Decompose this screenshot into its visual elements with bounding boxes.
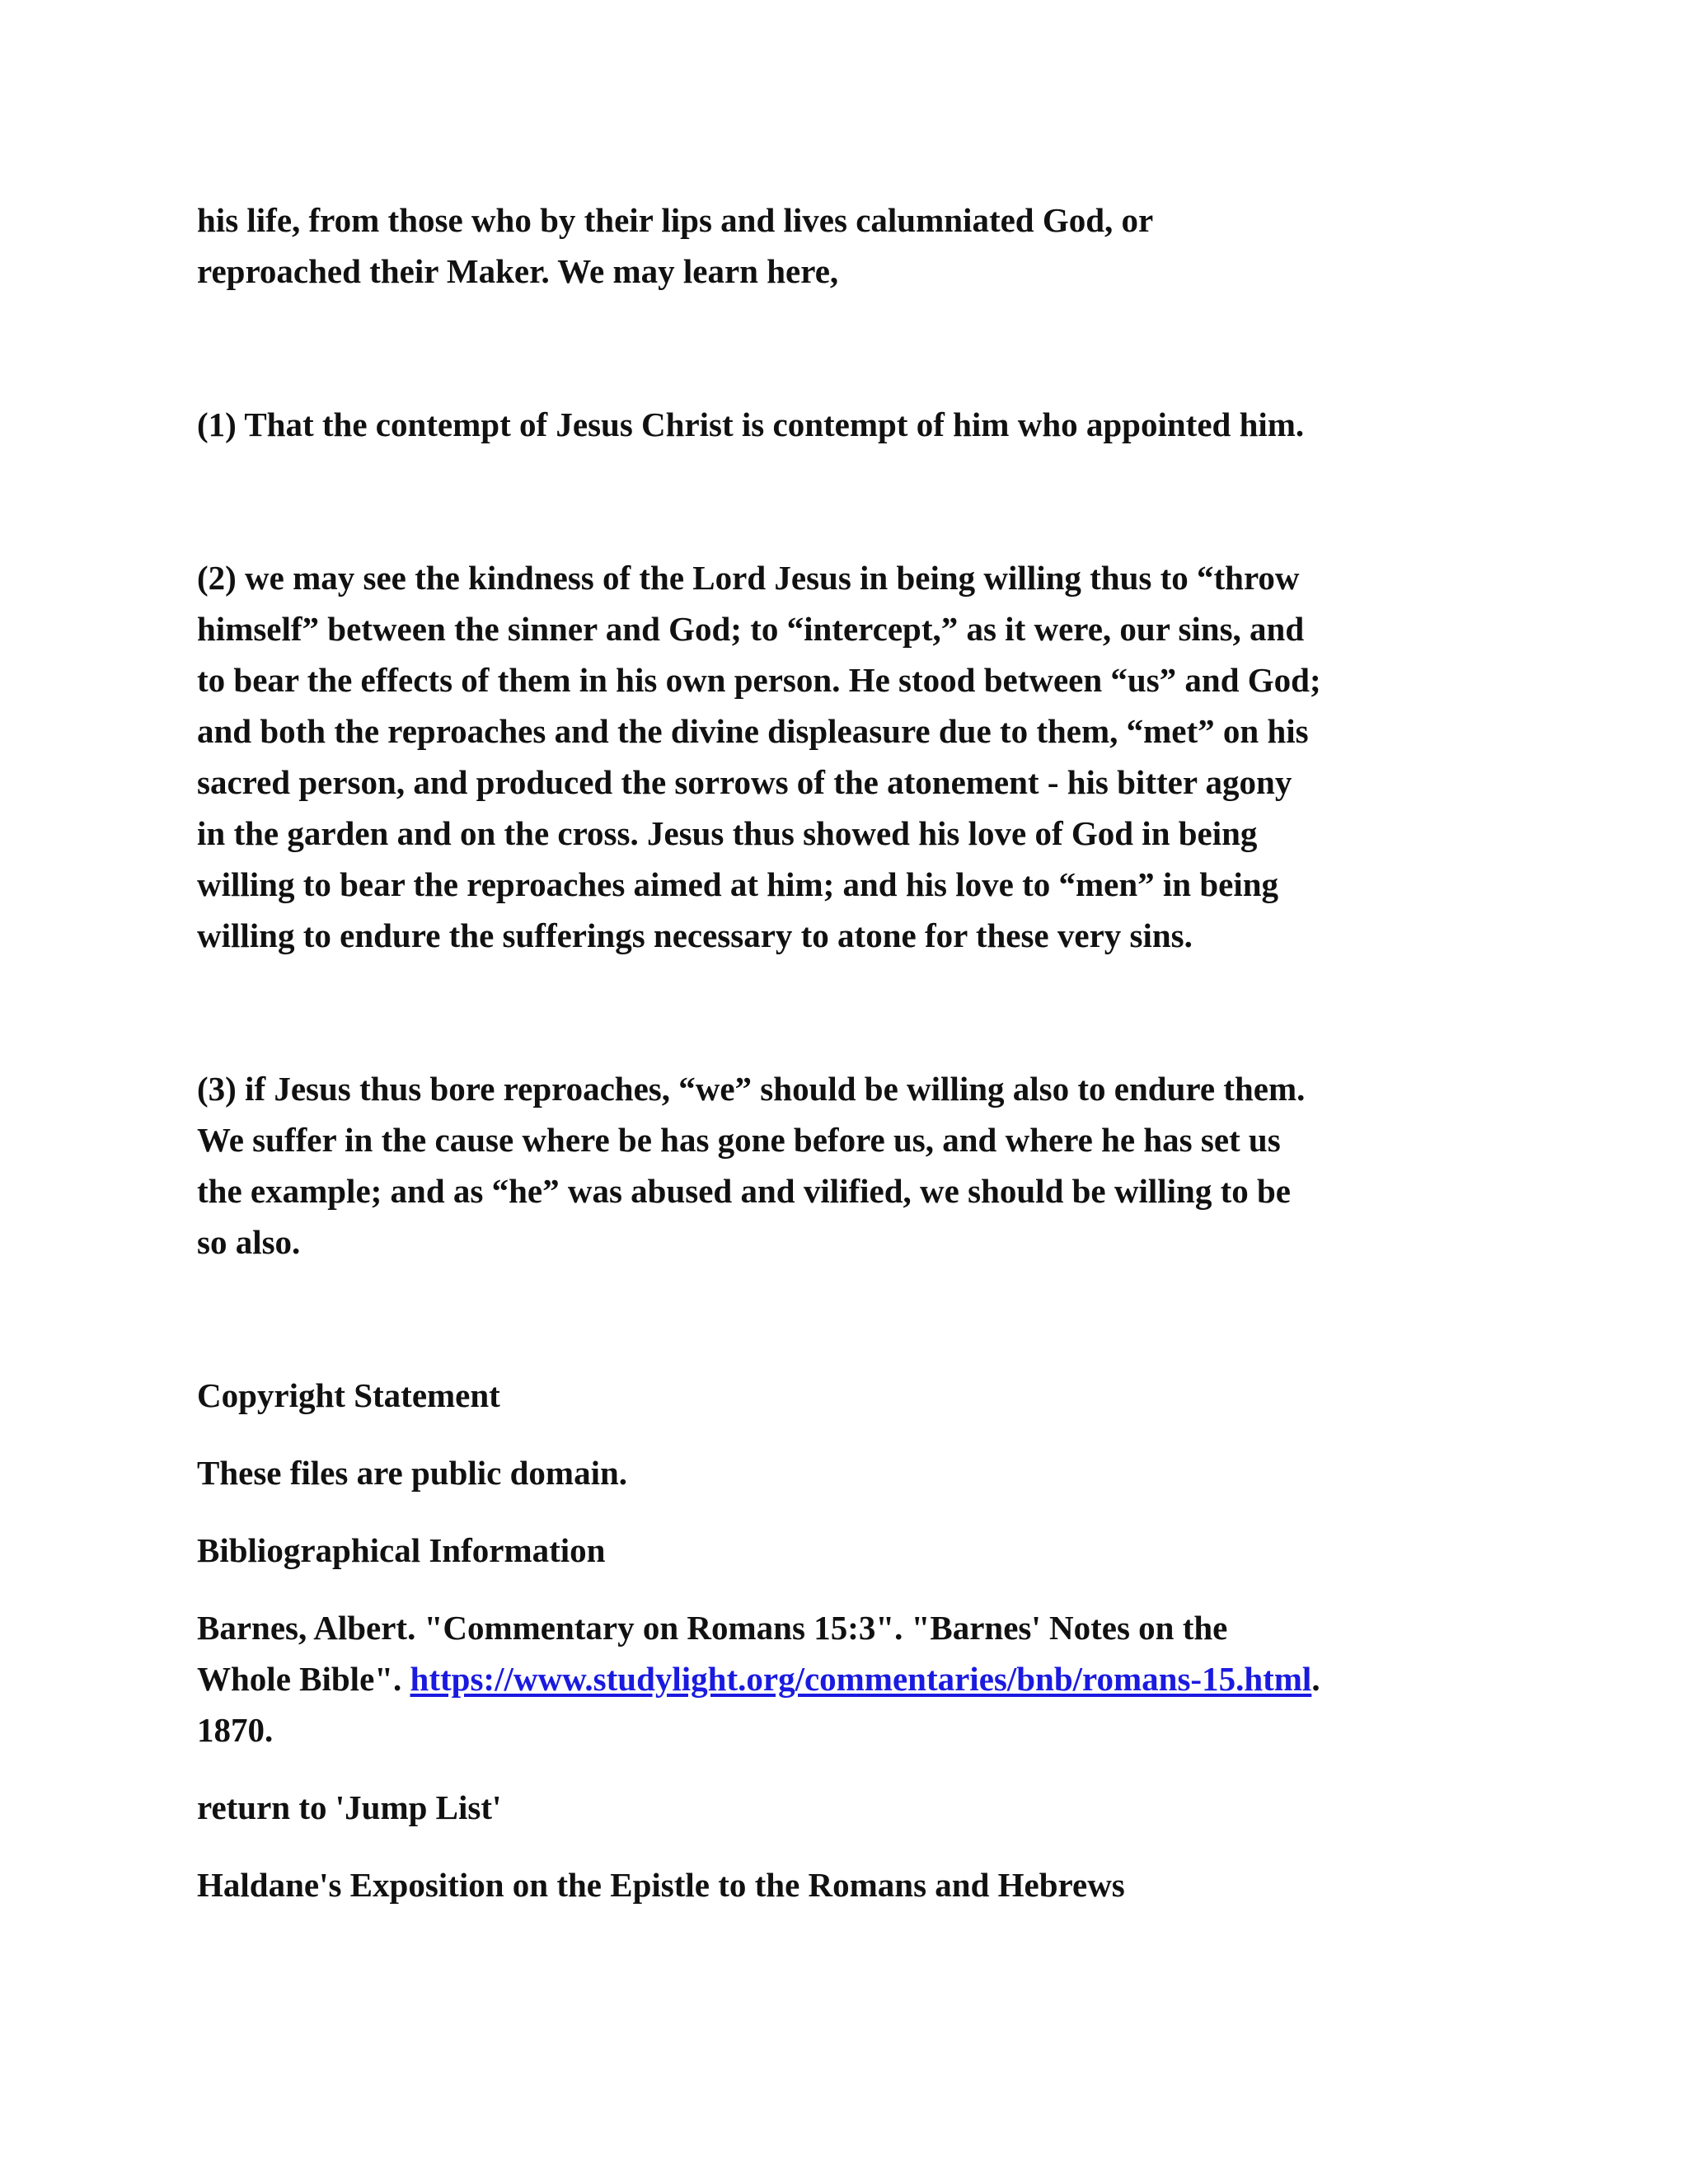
point-2-paragraph [197, 552, 1516, 961]
text-line: himself” between the sinner and God; to “intercept,” as it were, our sins, and [197, 610, 1305, 648]
citation-line [197, 1653, 1516, 1704]
citation-suffix: . [1311, 1660, 1320, 1698]
text-line: and both the reproaches and the divine displeasure due to them, “met” on his [197, 712, 1309, 750]
citation [197, 1602, 1516, 1755]
document-body [197, 194, 1516, 1910]
text-line: sacred person, and produced the sorrows of the atonement - his bitter agony [197, 763, 1292, 801]
bibliographical-heading: Bibliographical Information [197, 1531, 606, 1569]
text-line: reproached their Maker. We may learn here, [197, 252, 839, 290]
point-3-paragraph [197, 1063, 1516, 1268]
return-to-jump-list-link[interactable]: return to 'Jump List' [197, 1788, 502, 1826]
copyright-text: These files are public domain. [197, 1454, 628, 1492]
intro-paragraph [197, 194, 1516, 297]
text-line: so also. [197, 1223, 301, 1261]
citation-prefix: Whole Bible". [197, 1660, 410, 1698]
text-line: willing to endure the sufferings necessary to atone for these very sins. [197, 916, 1193, 954]
citation-line: Barnes, Albert. "Commentary on Romans 15:3". "Barnes' Notes on the [197, 1609, 1228, 1647]
text-line: (3) if Jesus thus bore reproaches, “we” should be willing also to endure them. [197, 1070, 1306, 1108]
citation-year: 1870. [197, 1711, 274, 1749]
text-line: in the garden and on the cross. Jesus thus showed his love of God in being [197, 814, 1258, 852]
text-line: the example; and as “he” was abused and vilified, we should be willing to be [197, 1172, 1291, 1210]
text-line: to bear the effects of them in his own person. He stood between “us” and God; [197, 661, 1321, 699]
text-line: (2) we may see the kindness of the Lord Jesus in being willing thus to “throw [197, 559, 1300, 597]
text-line: (1) That the contempt of Jesus Christ is contempt of him who appointed him. [197, 405, 1305, 443]
copyright-heading: Copyright Statement [197, 1376, 500, 1414]
next-section-heading: Haldane's Exposition on the Epistle to the Romans and Hebrews [197, 1866, 1125, 1904]
text-line: willing to bear the reproaches aimed at him; and his love to “men” in being [197, 865, 1279, 903]
point-1-paragraph [197, 399, 1516, 450]
text-line: his life, from those who by their lips and lives calumniated God, or [197, 201, 1154, 239]
text-line: We suffer in the cause where be has gone before us, and where he has set us [197, 1121, 1281, 1159]
studylight-link[interactable]: https://www.studylight.org/commentaries/bnb/romans-15.html [410, 1660, 1312, 1698]
